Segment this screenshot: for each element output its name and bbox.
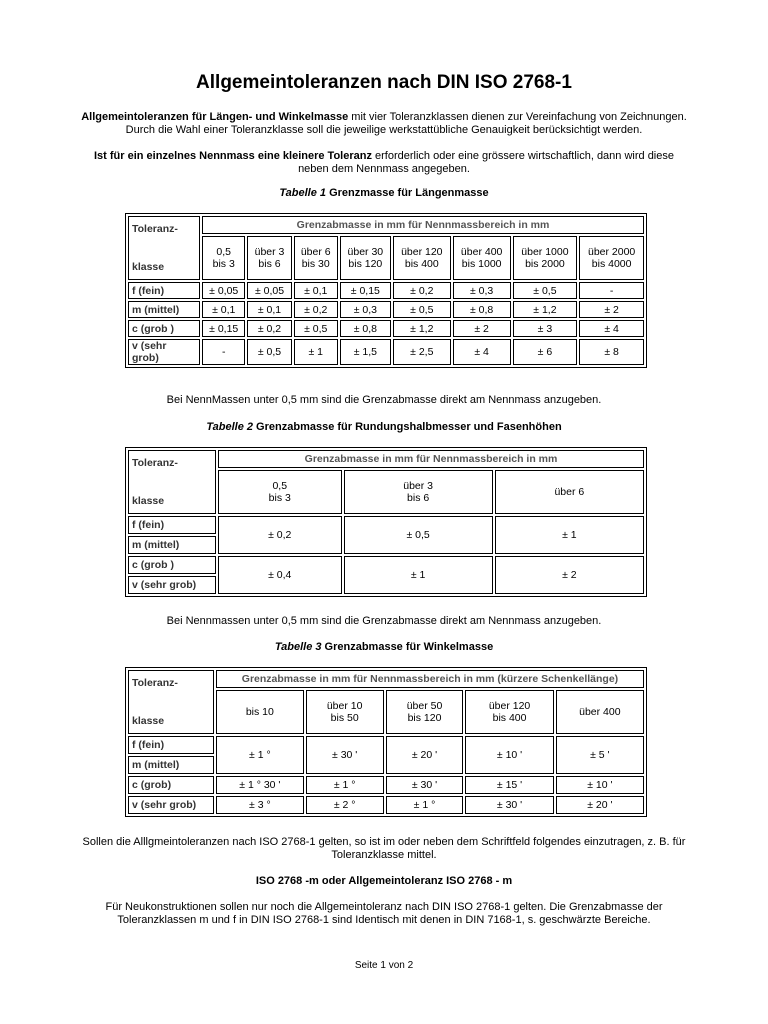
row-label: c (grob ) bbox=[128, 320, 200, 337]
closing-paragraph-1 bbox=[40, 836, 728, 862]
cell: ± 10 ' bbox=[556, 776, 644, 794]
table2-note: Bei Nennmassen unter 0,5 mm sind die Grenzabmasse direkt am Nennmass anzugeben. bbox=[166, 615, 602, 627]
cell: ± 1 ° bbox=[306, 776, 384, 794]
cell: ± 1 bbox=[294, 339, 338, 365]
table1 bbox=[125, 213, 647, 368]
row-label: f (fein) bbox=[128, 282, 200, 299]
cell: ± 0,1 bbox=[202, 301, 245, 318]
table1-range: über 30 bis 120 bbox=[340, 236, 391, 280]
cell: ± 0,5 bbox=[294, 320, 338, 337]
cell: ± 0,4 bbox=[218, 556, 342, 594]
cell: ± 1 bbox=[344, 556, 493, 594]
table3-range: über 120 bis 400 bbox=[465, 690, 553, 734]
table3-range: bis 10 bbox=[216, 690, 304, 734]
cell: ± 1,2 bbox=[513, 301, 578, 318]
cell: ± 10 ' bbox=[465, 736, 553, 774]
cell: ± 0,5 bbox=[344, 516, 493, 554]
cell: ± 0,1 bbox=[294, 282, 338, 299]
cell: ± 4 bbox=[579, 320, 644, 337]
cell: ± 5 ' bbox=[556, 736, 644, 774]
table2-range: über 3 bis 6 bbox=[344, 470, 493, 514]
table3-caption-rest: Grenzabmasse für Winkelmasse bbox=[321, 641, 494, 653]
cell: ± 20 ' bbox=[556, 796, 644, 814]
row-label: f (fein) bbox=[128, 736, 214, 754]
row-label: v (sehr grob) bbox=[128, 796, 214, 814]
cell: ± 30 ' bbox=[386, 776, 464, 794]
row-label: m (mittel) bbox=[128, 756, 214, 774]
cell: ± 2 bbox=[579, 301, 644, 318]
cell: ± 0,2 bbox=[218, 516, 342, 554]
cell: ± 30 ' bbox=[306, 736, 384, 774]
table1-label-top: Toleranz- bbox=[132, 223, 178, 235]
intro2-bold: Ist für ein einzelnes Nennmass eine kleinere Toleranz bbox=[94, 150, 372, 162]
intro2-paragraph bbox=[40, 150, 728, 176]
closing1-line2: Toleranzklasse mittel. bbox=[331, 849, 437, 861]
table1-caption-italic: Tabelle 1 bbox=[279, 187, 327, 199]
cell: ± 20 ' bbox=[386, 736, 464, 774]
cell: ± 2 ° bbox=[306, 796, 384, 814]
table1-range: über 1000 bis 2000 bbox=[513, 236, 578, 280]
table1-caption bbox=[0, 187, 768, 199]
closing-paragraph-2 bbox=[40, 901, 728, 927]
cell: ± 0,1 bbox=[247, 301, 291, 318]
table-row bbox=[128, 776, 644, 794]
table3-label-top: Toleranz- bbox=[132, 677, 178, 689]
cell: ± 1 ° 30 ' bbox=[216, 776, 304, 794]
intro-line2: Durch die Wahl einer Toleranzklasse soll die jeweilige werkstattübliche Genauigkeit berücksichtigt werden. bbox=[125, 124, 643, 136]
table1-range: über 3 bis 6 bbox=[247, 236, 291, 280]
table-row bbox=[128, 736, 644, 754]
table2-label-top: Toleranz- bbox=[132, 457, 178, 469]
row-label: c (grob) bbox=[128, 776, 214, 794]
table2-caption-italic: Tabelle 2 bbox=[206, 421, 253, 433]
table2-range: 0,5 bis 3 bbox=[218, 470, 342, 514]
table2-header: Grenzabmasse in mm für Nennmassbereich in mm bbox=[218, 450, 644, 468]
cell: ± 1 ° bbox=[386, 796, 464, 814]
table1-caption-rest: Grenzmasse für Längenmasse bbox=[326, 187, 489, 199]
table-row bbox=[128, 556, 644, 574]
table2-label-bottom: klasse bbox=[132, 495, 165, 507]
table1-header: Grenzabmasse in mm für Nennmassbereich in mm bbox=[202, 216, 644, 234]
page-number: Seite 1 von 2 bbox=[354, 960, 414, 971]
cell: ± 1 ° bbox=[216, 736, 304, 774]
table1-range: über 400 bis 1000 bbox=[453, 236, 511, 280]
table1-range: 0,5 bis 3 bbox=[202, 236, 245, 280]
table3-label-bottom: klasse bbox=[132, 715, 165, 727]
table-row bbox=[128, 796, 644, 814]
table3-class-label bbox=[128, 670, 214, 734]
page-title: Allgemeintoleranzen nach DIN ISO 2768-1 bbox=[196, 72, 572, 93]
table-row bbox=[128, 516, 644, 534]
table2 bbox=[125, 447, 647, 597]
cell: ± 0,2 bbox=[247, 320, 291, 337]
cell: ± 0,5 bbox=[393, 301, 451, 318]
intro2-line2: neben dem Nennmass angegeben. bbox=[298, 163, 470, 175]
table1-class-label bbox=[128, 216, 200, 280]
intro-bold: Allgemeintoleranzen für Längen- und Winkelmasse bbox=[81, 111, 349, 123]
table-row bbox=[128, 282, 644, 299]
table2-caption-rest: Grenzabmasse für Rundungshalbmesser und Fasenhöhen bbox=[253, 421, 562, 433]
table-row bbox=[128, 301, 644, 318]
table-row bbox=[128, 320, 644, 337]
cell: ± 30 ' bbox=[465, 796, 553, 814]
table2-class-label bbox=[128, 450, 216, 514]
row-label: v (sehr grob) bbox=[128, 339, 200, 365]
table1-label-bottom: klasse bbox=[132, 261, 165, 273]
table1-note: Bei NennMassen unter 0,5 mm sind die Grenzabmasse direkt am Nennmass anzugeben. bbox=[166, 394, 602, 406]
cell: ± 0,05 bbox=[247, 282, 291, 299]
table3-range: über 10 bis 50 bbox=[306, 690, 384, 734]
cell: ± 2 bbox=[453, 320, 511, 337]
cell: ± 0,5 bbox=[247, 339, 291, 365]
cell: ± 0,05 bbox=[202, 282, 245, 299]
closing2-line1: Für Neukonstruktionen sollen nur noch die Allgemeintoleranz nach DIN ISO 2768-1 gelten. Die Grenzabmasse der bbox=[105, 901, 663, 913]
table1-range: über 120 bis 400 bbox=[393, 236, 451, 280]
row-label: c (grob ) bbox=[128, 556, 216, 574]
table-row bbox=[128, 339, 644, 365]
cell: - bbox=[579, 282, 644, 299]
row-label: f (fein) bbox=[128, 516, 216, 534]
cell: ± 3 bbox=[513, 320, 578, 337]
table1-range: über 2000 bis 4000 bbox=[579, 236, 644, 280]
cell: ± 0,8 bbox=[340, 320, 391, 337]
cell: ± 0,2 bbox=[393, 282, 451, 299]
intro-paragraph bbox=[40, 111, 728, 137]
closing2-line2: Toleranzklassen m und f in DIN ISO 2768-1 sind Identisch mit denen in DIN 7168-1, s. geschwärzte Bereiche. bbox=[117, 914, 651, 926]
row-label: v (sehr grob) bbox=[128, 576, 216, 594]
row-label: m (mittel) bbox=[128, 301, 200, 318]
cell: ± 15 ' bbox=[465, 776, 553, 794]
cell: ± 0,2 bbox=[294, 301, 338, 318]
cell: ± 0,15 bbox=[340, 282, 391, 299]
cell: ± 8 bbox=[579, 339, 644, 365]
cell: ± 1 bbox=[495, 516, 644, 554]
table3-range: über 50 bis 120 bbox=[386, 690, 464, 734]
cell: ± 1,2 bbox=[393, 320, 451, 337]
table3 bbox=[125, 667, 647, 817]
intro-rest: mit vier Toleranzklassen dienen zur Vereinfachung von Zeichnungen. bbox=[348, 111, 687, 123]
table2-range: über 6 bbox=[495, 470, 644, 514]
cell: ± 0,8 bbox=[453, 301, 511, 318]
cell: ± 0,15 bbox=[202, 320, 245, 337]
table1-range: über 6 bis 30 bbox=[294, 236, 338, 280]
cell: ± 0,3 bbox=[340, 301, 391, 318]
cell: ± 0,5 bbox=[513, 282, 578, 299]
closing1-line1: Sollen die Alllgmeintoleranzen nach ISO 2768-1 gelten, so ist im oder neben dem Schriftfeld folgendes einzutragen, z. B. für bbox=[82, 836, 686, 848]
table3-caption-italic: Tabelle 3 bbox=[274, 641, 322, 653]
cell: - bbox=[202, 339, 245, 365]
cell: ± 6 bbox=[513, 339, 578, 365]
cell: ± 2,5 bbox=[393, 339, 451, 365]
cell: ± 0,3 bbox=[453, 282, 511, 299]
table3-range: über 400 bbox=[556, 690, 644, 734]
cell: ± 4 bbox=[453, 339, 511, 365]
table3-caption bbox=[0, 641, 768, 653]
table3-header: Grenzabmasse in mm für Nennmassbereich in mm (kürzere Schenkellänge) bbox=[216, 670, 644, 688]
closing-bold-line: ISO 2768 -m oder Allgemeintoleranz ISO 2768 - m bbox=[255, 875, 513, 887]
cell: ± 3 ° bbox=[216, 796, 304, 814]
table2-caption bbox=[0, 421, 768, 433]
cell: ± 1,5 bbox=[340, 339, 391, 365]
intro2-rest: erforderlich oder eine grössere wirtschaftlich, dann wird diese bbox=[371, 150, 674, 162]
row-label: m (mittel) bbox=[128, 536, 216, 554]
cell: ± 2 bbox=[495, 556, 644, 594]
